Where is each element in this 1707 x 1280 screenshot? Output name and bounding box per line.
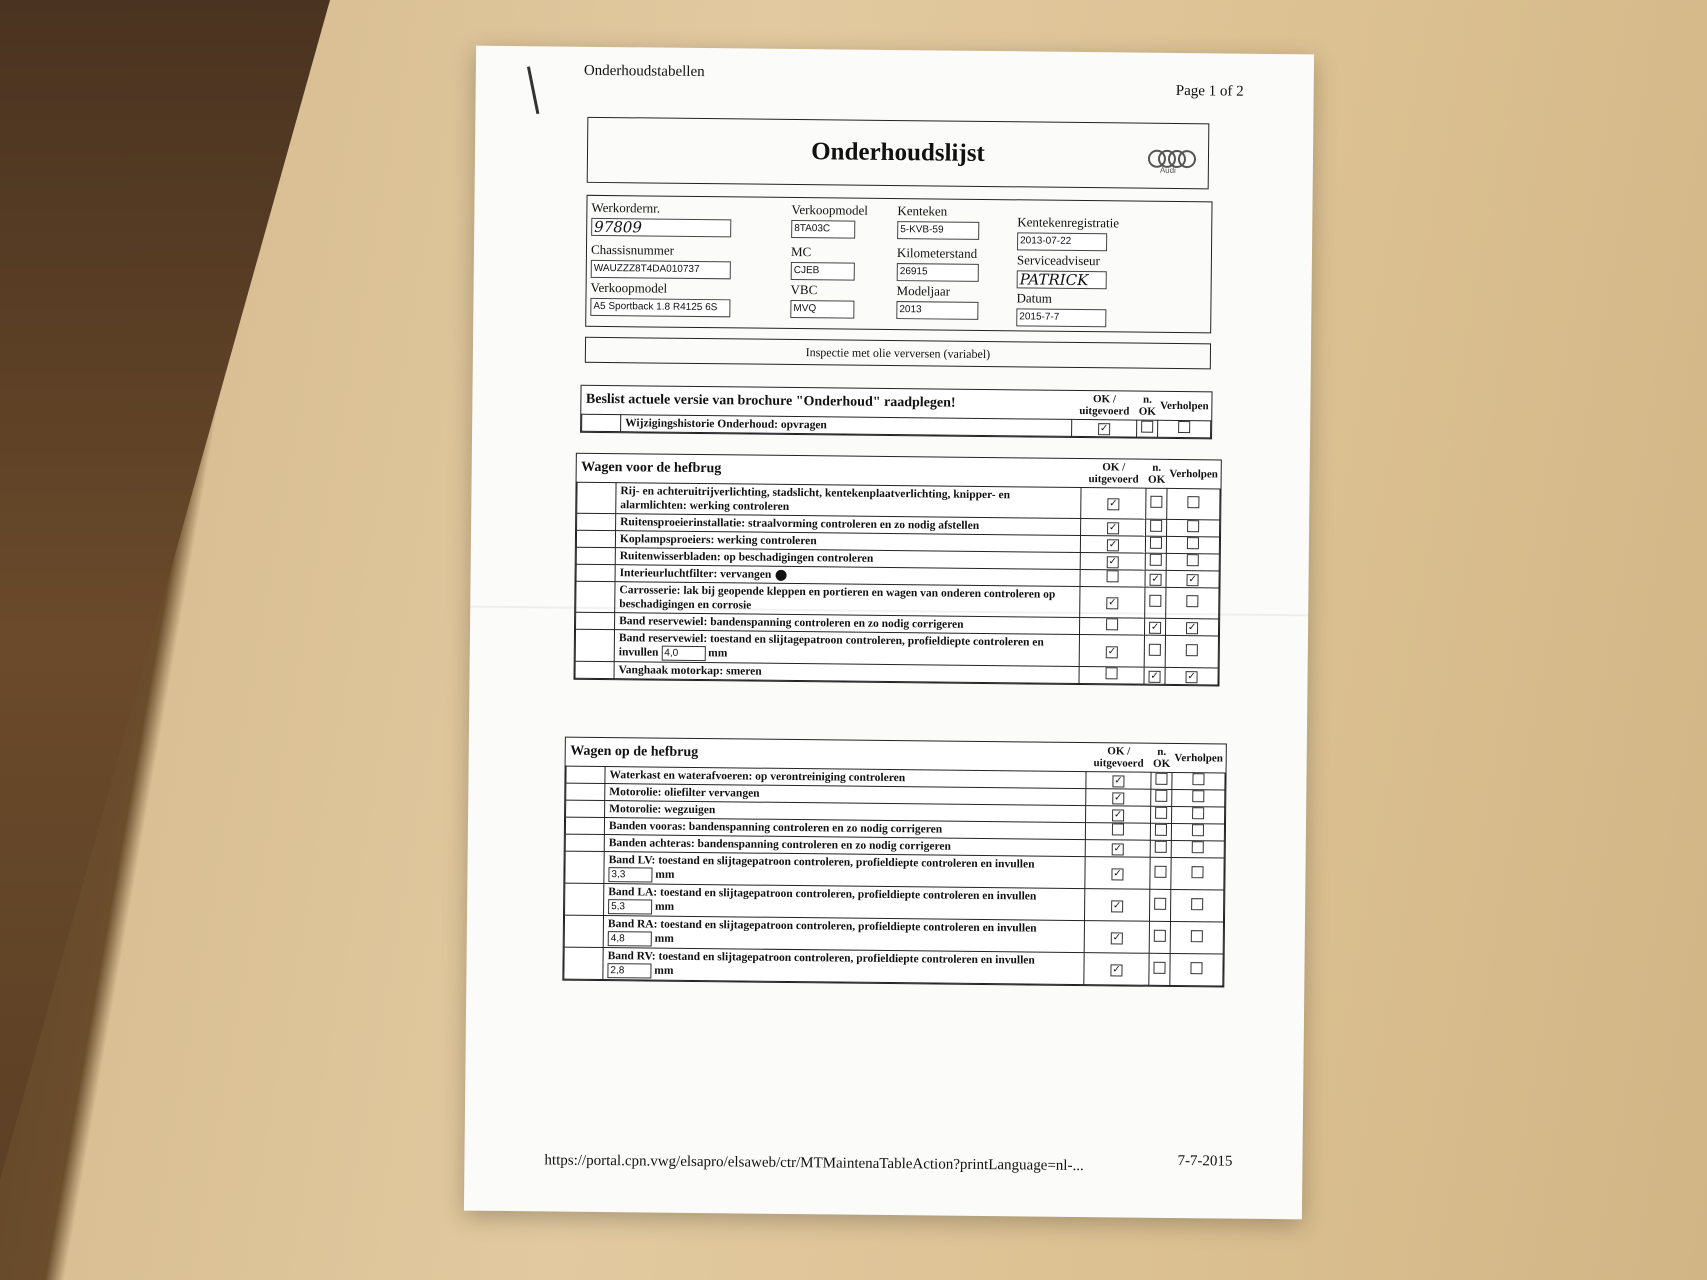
depth-input[interactable]: 5,3	[608, 899, 652, 914]
row-text: Band RA: toestand en slijtagepatroon controleren, profieldiepte controleren en invullen	[607, 918, 1037, 935]
ok-checkbox[interactable]: ✓	[1113, 809, 1123, 821]
row-text: Band LV: toestand en slijtagepatroon controleren, profieldiepte controleren en invullen	[608, 854, 1035, 871]
unit-label: mm	[654, 964, 674, 977]
ok-checkbox[interactable]	[1106, 618, 1118, 630]
row-text: Ruitensproeierinstallatie: straalvorming controleren en zo nodig afstellen	[620, 516, 980, 532]
section-title: Wagen op de hefbrug	[570, 743, 699, 761]
footer-date: 7-7-2015	[1177, 1153, 1233, 1170]
kilometerstand-field: Kilometerstand 26915	[897, 245, 979, 282]
row-text: Waterkast en waterafvoeren: op verontreiniging controleren	[609, 769, 906, 785]
row-text: Interieurluchtfilter: vervangen	[619, 567, 772, 581]
nok-checkbox[interactable]	[1155, 790, 1167, 802]
datum-field: Datum 2015-7-7	[1016, 290, 1106, 327]
werkordernr-value: 97809	[591, 218, 731, 237]
section-title: Beslist actuele versie van brochure "Onderhoud" raadplegen!	[585, 391, 956, 411]
row-text: Rij- en achteruitrijverlichting, stadslicht, kentekenplaatverlichting, knipper- en alarmlichten: werking controleren	[620, 485, 1011, 513]
mc-value: CJEB	[791, 262, 855, 281]
footer-url: https://portal.cpn.vwg/elsapro/elsaweb/ctr/MTMaintenaTableAction?printLanguage=nl-...	[544, 1152, 1084, 1175]
nok-checkbox[interactable]	[1154, 865, 1166, 877]
col-ok: OK / uitgevoerd	[1079, 393, 1130, 418]
nok-checkbox[interactable]	[1141, 421, 1153, 433]
row-text: Carrosserie: lak bij geopende kleppen en portieren en wagen van onderen controleren op beschadigingen en corrosie	[619, 584, 1056, 612]
unit-label: mm	[655, 868, 675, 881]
col-verholpen: Verholpen	[1160, 399, 1209, 413]
section-brochure	[580, 385, 1212, 440]
verholpen-checkbox[interactable]	[1178, 421, 1190, 433]
kentekenregistratie-value: 2013-07-22	[1017, 232, 1107, 251]
dot-marker-icon	[775, 570, 786, 581]
row-text: Band LA: toestand en slijtagepatroon controleren, profieldiepte controleren en invullen	[608, 886, 1037, 903]
verholpen-checkbox[interactable]	[1192, 807, 1204, 819]
serviceadviseur-field: Serviceadviseur PATRICK	[1017, 252, 1107, 289]
nok-checkbox[interactable]: ✓	[1150, 670, 1159, 682]
verholpen-checkbox[interactable]	[1192, 790, 1204, 802]
nok-checkbox[interactable]	[1155, 773, 1167, 785]
col-nok: n. OK	[1147, 461, 1166, 486]
verkoopmodel-code-value: 8TA03C	[791, 220, 855, 239]
col-ok: OK / uitgevoerd	[1093, 745, 1144, 770]
verholpen-checkbox[interactable]: ✓	[1188, 574, 1197, 586]
nok-checkbox[interactable]	[1150, 537, 1162, 549]
unit-label: mm	[654, 900, 675, 913]
verholpen-checkbox[interactable]	[1187, 520, 1199, 532]
verholpen-checkbox[interactable]	[1192, 824, 1204, 836]
vehicle-info	[585, 195, 1212, 334]
nok-checkbox[interactable]: ✓	[1151, 573, 1160, 585]
row-text: Banden achteras: bandenspanning controleren en zo nodig corrigeren	[608, 837, 951, 853]
verholpen-checkbox[interactable]	[1187, 537, 1199, 549]
depth-input[interactable]: 4,0	[661, 646, 705, 661]
section-op-hefbrug	[562, 737, 1227, 988]
page-title: Onderhoudslijst	[811, 138, 985, 167]
verholpen-checkbox[interactable]	[1192, 773, 1204, 785]
ok-checkbox[interactable]	[1106, 667, 1118, 679]
ok-checkbox[interactable]: ✓	[1108, 597, 1117, 609]
ok-checkbox[interactable]: ✓	[1114, 775, 1123, 787]
ok-checkbox[interactable]: ✓	[1112, 899, 1122, 911]
verholpen-checkbox[interactable]	[1187, 554, 1199, 566]
audi-rings-icon: Audi	[1148, 150, 1196, 177]
ok-checkbox[interactable]: ✓	[1113, 843, 1122, 855]
ok-checkbox[interactable]: ✓	[1099, 423, 1109, 435]
verholpen-checkbox[interactable]: ✓	[1187, 622, 1197, 634]
vbc-field: VBC MVQ	[790, 282, 854, 319]
col-nok: n. OK	[1153, 745, 1171, 770]
ok-checkbox[interactable]	[1112, 823, 1124, 835]
verkoopmodel-code-field: Verkoopmodel 8TA03C	[791, 202, 855, 239]
row-text: Band reservewiel: bandenspanning controleren en zo nodig corrigeren	[619, 615, 964, 631]
ok-checkbox[interactable]: ✓	[1108, 539, 1118, 551]
chassisnummer-field: Chassisnummer WAUZZZ8T4DA010737	[591, 242, 731, 279]
nok-checkbox[interactable]	[1154, 929, 1166, 941]
ok-checkbox[interactable]: ✓	[1108, 556, 1117, 568]
chassisnummer-value: WAUZZZ8T4DA010737	[591, 260, 731, 279]
row-text: Wijzigingshistorie Onderhoud: opvragen	[625, 417, 827, 432]
mc-field: MC CJEB	[791, 244, 855, 281]
depth-input[interactable]: 3,3	[608, 867, 652, 882]
row-text: Band RV: toestand en slijtagepatroon controleren, profieldiepte controleren en invullen	[607, 950, 1035, 967]
header-left: Onderhoudstabellen	[583, 62, 705, 81]
nok-checkbox[interactable]	[1155, 824, 1167, 836]
pen-mark	[527, 66, 539, 114]
nok-checkbox[interactable]	[1153, 961, 1165, 973]
verholpen-checkbox[interactable]	[1187, 496, 1199, 508]
row-text: Vanghaak motorkap: smeren	[618, 664, 762, 678]
verholpen-checkbox[interactable]	[1192, 841, 1204, 853]
ok-checkbox[interactable]: ✓	[1113, 867, 1122, 879]
nok-checkbox[interactable]	[1149, 643, 1161, 655]
ok-checkbox[interactable]: ✓	[1112, 963, 1121, 975]
depth-input[interactable]: 2,8	[607, 963, 651, 978]
row-text: Koplampsproeiers: werking controleren	[619, 533, 817, 548]
kenteken-value: 5-KVB-59	[897, 221, 979, 240]
datum-value: 2015-7-7	[1016, 308, 1106, 327]
ok-checkbox[interactable]: ✓	[1114, 792, 1123, 804]
verholpen-checkbox[interactable]	[1191, 866, 1203, 878]
nok-checkbox[interactable]	[1155, 807, 1167, 819]
col-nok: n. OK	[1138, 393, 1156, 418]
modeljaar-field: Modeljaar 2013	[896, 283, 978, 320]
section-voor-hefbrug	[573, 453, 1221, 687]
col-ok: OK / uitgevoerd	[1088, 461, 1139, 486]
verholpen-checkbox[interactable]	[1186, 595, 1198, 607]
nok-checkbox[interactable]	[1150, 496, 1162, 508]
kentekenregistratie-field: Kentekenregistratie 2013-07-22	[1017, 214, 1107, 251]
verholpen-checkbox[interactable]	[1191, 898, 1203, 910]
nok-checkbox[interactable]	[1150, 520, 1162, 532]
ok-checkbox[interactable]: ✓	[1108, 522, 1118, 534]
kilometerstand-value: 26915	[897, 263, 979, 282]
ok-checkbox[interactable]	[1107, 570, 1119, 582]
vbc-value: MVQ	[790, 300, 854, 319]
checklist-row	[564, 947, 1223, 986]
modeljaar-value: 2013	[896, 301, 978, 320]
page-number: Page 1 of 2	[1175, 82, 1244, 100]
col-verholpen: Verholpen	[1174, 751, 1224, 765]
werkordernr-field: Werkordernr. 97809	[591, 200, 731, 237]
nok-checkbox[interactable]: ✓	[1150, 621, 1160, 633]
nok-checkbox[interactable]	[1149, 595, 1161, 607]
row-text: Motorolie: wegzuigen	[609, 803, 716, 817]
row-text: Banden vooras: bandenspanning controleren en zo nodig corrigeren	[608, 820, 943, 836]
table-edge	[0, 0, 330, 1280]
unit-label: mm	[708, 647, 728, 660]
maintenance-sheet	[464, 46, 1314, 1220]
ok-checkbox[interactable]: ✓	[1112, 931, 1122, 943]
nok-checkbox[interactable]	[1150, 554, 1162, 566]
verkoopmodel-text-field: Verkoopmodel A5 Sportback 1.8 R4125 6S	[590, 280, 730, 317]
nok-checkbox[interactable]	[1155, 841, 1167, 853]
row-text: Motorolie: oliefilter vervangen	[609, 786, 760, 800]
col-verholpen: Verholpen	[1169, 467, 1218, 481]
nok-checkbox[interactable]	[1154, 897, 1166, 909]
section-title: Wagen voor de hefbrug	[581, 459, 722, 477]
verkoopmodel-text-value: A5 Sportback 1.8 R4125 6S	[590, 298, 730, 317]
inspection-type: Inspectie met olie verversen (variabel)	[585, 337, 1211, 370]
ok-checkbox[interactable]: ✓	[1109, 498, 1118, 510]
depth-input[interactable]: 4,8	[608, 931, 652, 946]
ok-checkbox[interactable]: ✓	[1107, 645, 1117, 657]
verholpen-checkbox[interactable]	[1190, 962, 1202, 974]
row-text: Band reservewiel: toestand en slijtagepatroon controleren, profieldiepte controleren en invullen	[618, 632, 1044, 659]
row-text: Ruitenwisserbladen: op beschadigingen controleren	[619, 550, 874, 565]
verholpen-checkbox[interactable]	[1191, 930, 1203, 942]
unit-label: mm	[654, 932, 674, 945]
kenteken-field: Kenteken 5-KVB-59	[897, 203, 979, 240]
verholpen-checkbox[interactable]	[1186, 644, 1198, 656]
serviceadviseur-value: PATRICK	[1017, 270, 1107, 289]
verholpen-checkbox[interactable]: ✓	[1187, 671, 1196, 683]
title-box	[587, 117, 1210, 190]
